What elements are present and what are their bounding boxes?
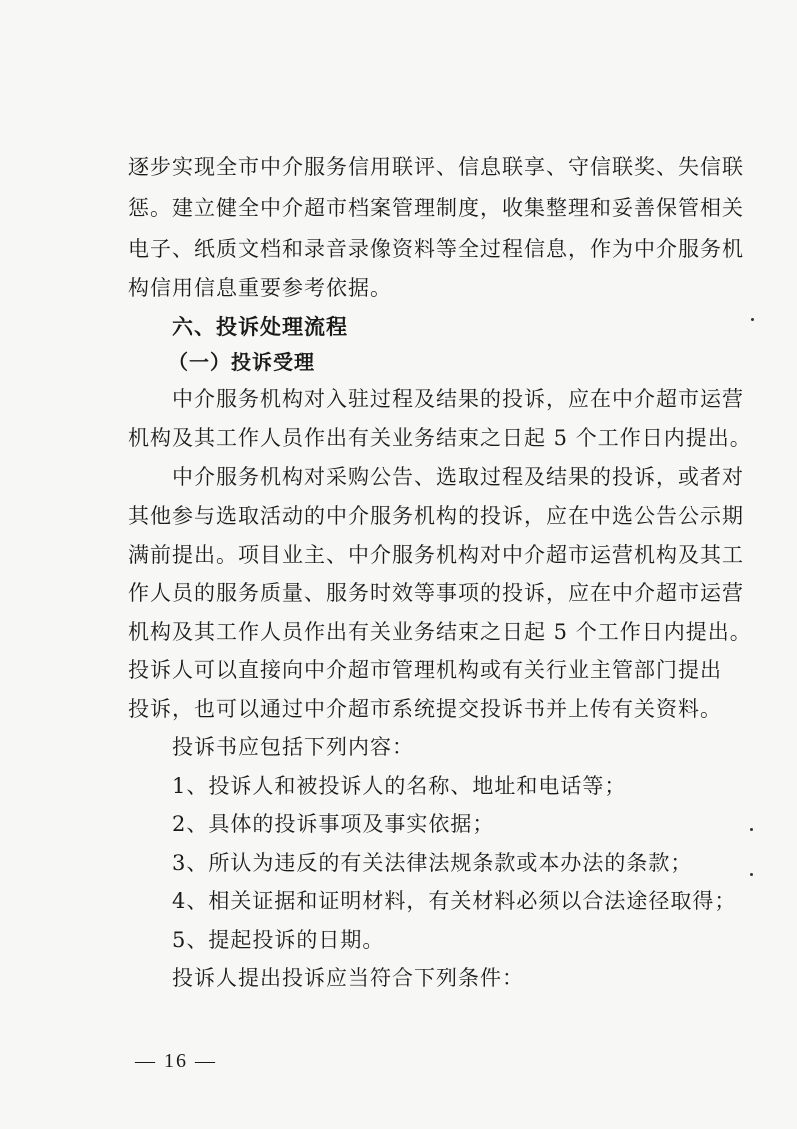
list-item: 3、所认为违反的有关法律法规条款或本办法的条款；	[172, 851, 693, 875]
body-line: 机构及其工作人员作出有关业务结束之日起 5 个工作日内提出。	[128, 620, 752, 644]
section-heading: 六、投诉处理流程	[172, 315, 348, 339]
body-line: 作人员的服务质量、服务时效等事项的投诉，应在中介超市运营	[128, 581, 744, 605]
body-line: 投诉，也可以通过中介超市系统提交投诉书并上传有关资料。	[128, 697, 722, 721]
body-line: 构信用信息重要参考依据。	[128, 276, 392, 300]
body-line: 其他参与选取活动的中介服务机构的投诉，应在中选公告公示期	[128, 504, 744, 528]
list-intro: 投诉书应包括下列内容：	[172, 735, 414, 759]
list-item: 5、提起投诉的日期。	[172, 928, 385, 952]
body-line: 投诉人提出投诉应当符合下列条件：	[172, 966, 524, 990]
scan-speck	[750, 828, 753, 831]
list-item: 4、相关证据和证明材料，有关材料必须以合法途径取得；	[172, 889, 737, 913]
body-line: 逐步实现全市中介服务信用联评、信息联享、守信联奖、失信联	[128, 155, 744, 179]
scan-speck	[751, 318, 754, 321]
body-line: 机构及其工作人员作出有关业务结束之日起 5 个工作日内提出。	[128, 426, 752, 450]
body-line: 惩。建立健全中介超市档案管理制度，收集整理和妥善保管相关	[128, 196, 744, 220]
body-line: 满前提出。项目业主、中介服务机构对中介超市运营机构及其工	[128, 543, 744, 567]
subsection-heading: （一）投诉受理	[168, 350, 315, 374]
body-line: 投诉人可以直接向中介超市管理机构或有关行业主管部门提出	[128, 658, 722, 682]
body-line: 中介服务机构对采购公告、选取过程及结果的投诉，或者对	[172, 465, 744, 489]
list-item: 2、具体的投诉事项及事实依据；	[172, 812, 495, 836]
body-line: 电子、纸质文档和录音录像资料等全过程信息，作为中介服务机	[128, 237, 744, 261]
list-item: 1、投诉人和被投诉人的名称、地址和电话等；	[172, 774, 627, 798]
body-line: 中介服务机构对入驻过程及结果的投诉，应在中介超市运营	[172, 387, 744, 411]
page-number: — 16 —	[135, 1050, 217, 1072]
scan-speck	[750, 873, 753, 876]
